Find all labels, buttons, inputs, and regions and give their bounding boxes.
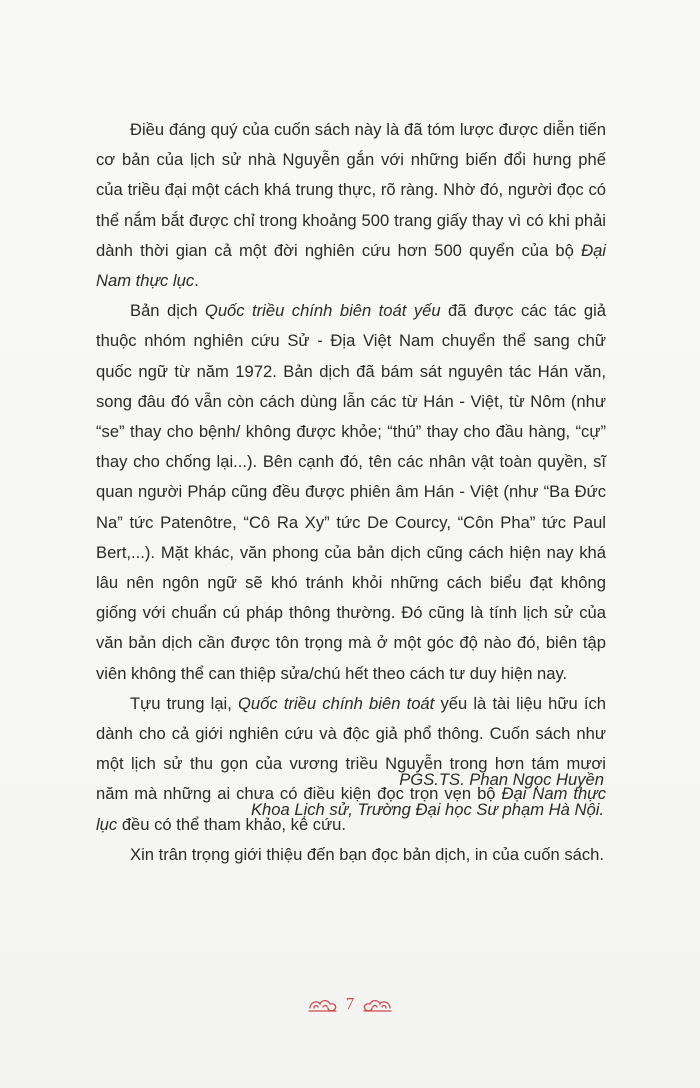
italic-title-text: Đại Nam thực lục	[96, 784, 606, 834]
paragraph	[96, 115, 606, 296]
italic-title-text: Quốc triều chính biên toát yếu	[204, 301, 441, 321]
page-footer	[0, 992, 700, 1022]
cloud-scroll-ornament-icon	[306, 994, 340, 1021]
paragraph-text: yếu là tài liệu hữu ích dành cho cả giới nghiên cứu và độc giả phổ thông. Cuốn sách như một lịch sử thu gọn của vương triều Nguyễn trong hơn tám mươi năm mà những ai chưa có điều kiện đọc trọn vẹn bộ	[96, 693, 607, 804]
paragraph-text: Tựu trung lại,	[130, 693, 239, 713]
author-name: PGS.TS. Phan Ngọc Huyền	[399, 770, 604, 789]
paragraph-text: Bản dịch	[130, 301, 205, 321]
paragraph	[96, 840, 606, 870]
paragraph-text: Xin trân trọng giới thiệu đến bạn đọc bản dịch, in của cuốn sách.	[130, 844, 604, 864]
italic-title-text: Quốc triều chính biên toát	[238, 693, 435, 713]
body-text	[96, 115, 606, 870]
cloud-scroll-ornament-icon	[360, 994, 394, 1021]
author-affiliation: Khoa Lịch sử, Trường Đại học Sư phạm Hà Nội.	[250, 800, 604, 820]
paragraph	[96, 296, 606, 689]
signature-block	[251, 765, 604, 825]
paragraph-text: đã được các tác giả thuộc nhóm nghiên cứu Sử - Địa Việt Nam chuyển thể sang chữ quốc ngữ từ năm 1972. Bản dịch đã bám sát nguyên tác Hán văn, song đâu đó vẫn còn cách dùng lẫn các từ Hán - Việt, từ Nôm (như “se” thay cho bệnh/ không được khỏe; “thú” thay cho đầu hàng, “cự” thay cho chống lại...). Bên cạnh đó, tên các nhân vật toàn quyền, sĩ quan người Pháp cũng đều được phiên âm Hán - Việt (như “Ba Đức Na” tức Patenôtre, “Cô Ra Xy” tức De Courcy, “Côn Pha” tức Paul Bert,...). Mặt khác, văn phong của bản dịch cũng cách hiện nay khá lâu nên ngôn ngữ sẽ khó tránh khỏi những cách biểu đạt không giống với chuẩn cú pháp thông thường. Đó cũng là tính lịch sử của văn bản dịch cần được tôn trọng mà ở một góc độ nào đó, biên tập viên không thể can thiệp sửa/chú hết theo cách tư duy hiện nay.	[96, 301, 607, 683]
paragraph-text: đều có thể tham khảo, kê cứu.	[117, 814, 347, 834]
italic-title-text: Đại Nam thực lục	[96, 240, 606, 291]
paragraph-text: Điều đáng quý của cuốn sách này là đã tóm lược được diễn tiến cơ bản của lịch sử nhà Nguyễn gắn với những biến đổi hưng phế của triều đại một cách khá trung thực, rõ ràng. Nhờ đó, người đọc có thể nắm bắt được chỉ trong khoảng 500 trang giấy thay vì có khi phải dành thời gian cả một đời nghiên cứu hơn 500 quyển của bộ	[96, 120, 606, 260]
paragraph-text: .	[194, 271, 199, 291]
page-number: 7	[345, 994, 355, 1013]
